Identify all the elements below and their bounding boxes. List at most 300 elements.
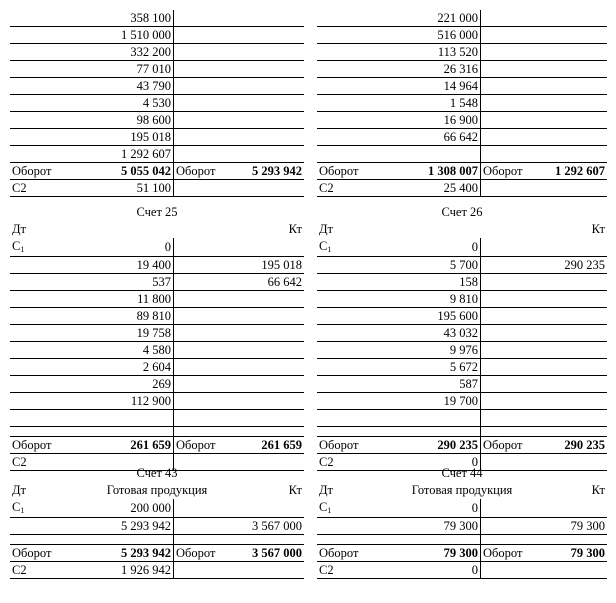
cell: Оборот [481,437,544,454]
cell [174,129,239,146]
cell [481,146,544,163]
cell [239,146,304,163]
cell [10,257,104,274]
entry-row [10,291,304,308]
account-acct-43 [10,465,304,579]
cell: 290 235 [544,257,607,274]
cell: 19 758 [104,325,174,342]
cell [239,129,304,146]
cell [239,180,304,197]
cell [317,61,411,78]
cell [317,359,411,376]
cell [10,146,104,163]
cell [239,325,304,342]
cell [10,535,104,545]
account-header [317,221,607,238]
cell [544,562,607,579]
credit-label: Кт [288,222,302,236]
cell [544,238,607,257]
cell [174,393,239,410]
entry-row [317,10,607,27]
cell: Оборот [481,163,544,180]
cell: 0 [411,499,481,518]
cell: Оборот [10,437,104,454]
cell [481,359,544,376]
cell [174,112,239,129]
cell: 5 293 942 [104,518,174,535]
cell [10,27,104,44]
cell [10,427,104,437]
cell: 43 790 [104,78,174,95]
cell: 3 567 000 [239,518,304,535]
cell [481,518,544,535]
entry-row [10,342,304,359]
cell: 79 300 [411,518,481,535]
entry-row [317,308,607,325]
cell [174,308,239,325]
cell [481,376,544,393]
cell: С2 [10,454,104,471]
entry-row [10,44,304,61]
cell: 9 976 [411,342,481,359]
cell [481,291,544,308]
cell [411,410,481,427]
entry-row [317,291,607,308]
cell: 89 810 [104,308,174,325]
cell [239,27,304,44]
cell: 5 293 942 [104,545,174,562]
cell [10,291,104,308]
cell [481,238,544,257]
entry-row [317,410,607,427]
cell [239,112,304,129]
ledger-table [10,499,304,579]
cell [239,410,304,427]
cell: С2 [10,180,104,197]
entry-row [10,129,304,146]
cell: 9 810 [411,291,481,308]
cell: 79 300 [544,545,607,562]
cell: 1 292 607 [104,146,174,163]
cell [317,393,411,410]
cell [544,146,607,163]
ledger-table [10,10,304,197]
cell [174,342,239,359]
cell [544,308,607,325]
cell [174,274,239,291]
account-top-left [10,10,304,197]
cell [10,10,104,27]
turnover-row [10,163,304,180]
cell: 261 659 [239,437,304,454]
account-caption: Счет 25 [136,205,178,219]
entry-row [317,274,607,291]
cell: 26 316 [411,61,481,78]
entry-row [317,518,607,535]
cell [317,95,411,112]
cell [544,27,607,44]
account-acct-26 [317,204,607,471]
cell: 200 000 [104,499,174,518]
cell [10,112,104,129]
cell [544,325,607,342]
cell [10,325,104,342]
entry-row [10,112,304,129]
cell: С2 [317,562,411,579]
entry-row [317,27,607,44]
turnover-row [10,545,304,562]
cell: 195 600 [411,308,481,325]
cell [544,78,607,95]
closing-balance-row [317,180,607,197]
cell [174,78,239,95]
cell [10,238,104,257]
cell: 0 [411,238,481,257]
cell [239,359,304,376]
cell [10,308,104,325]
spacer-row [10,427,304,437]
cell [104,535,174,545]
closing-balance-row [10,562,304,579]
turnover-row [317,163,607,180]
cell [10,129,104,146]
entry-row [317,61,607,78]
cell [317,10,411,27]
cell: 5 672 [411,359,481,376]
account-header [10,482,304,499]
cell: Оборот [317,437,411,454]
cell [411,146,481,163]
opening-label: С [12,239,21,253]
turnover-row [317,437,607,454]
cell [481,27,544,44]
opening-label: С [319,239,328,253]
entry-row [10,257,304,274]
cell [317,376,411,393]
account-top-right [317,10,607,197]
cell: С2 [10,562,104,579]
cell [481,342,544,359]
cell: 4 530 [104,95,174,112]
entry-row [10,410,304,427]
cell: Оборот [174,437,239,454]
cell: 221 000 [411,10,481,27]
cell: 51 100 [104,180,174,197]
cell: 1 292 607 [544,163,607,180]
ledger-table [317,10,607,197]
entry-row [10,61,304,78]
cell [481,410,544,427]
cell [174,257,239,274]
cell [239,393,304,410]
cell: 0 [411,454,481,471]
cell: 79 300 [411,545,481,562]
cell [481,393,544,410]
cell [174,291,239,308]
ledger-table [317,499,607,579]
entry-row [317,257,607,274]
cell [411,535,481,545]
cell [239,499,304,518]
account-caption: Счет 43 [136,466,178,480]
ledger-table [317,238,607,471]
entry-row [10,518,304,535]
cell [239,61,304,78]
cell [481,274,544,291]
debit-label: Дт [319,483,333,497]
cell [10,78,104,95]
cell [544,129,607,146]
cell [481,180,544,197]
cell: 19 400 [104,257,174,274]
opening-subscript: 1 [20,245,25,254]
debit-label: Дт [12,222,26,236]
cell [544,535,607,545]
cell: 19 700 [411,393,481,410]
cell: Оборот [481,545,544,562]
cell: 195 018 [239,257,304,274]
cell: 290 235 [544,437,607,454]
cell [174,376,239,393]
cell [10,44,104,61]
cell [544,342,607,359]
entry-row [317,112,607,129]
cell [174,359,239,376]
entry-row [10,95,304,112]
cell: 269 [104,376,174,393]
cell: 587 [411,376,481,393]
cell [544,95,607,112]
entry-row [317,342,607,359]
entry-row [317,393,607,410]
spacer-row [317,535,607,545]
account-name: Готовая продукция [411,483,513,497]
cell [544,393,607,410]
entry-row [10,308,304,325]
cell: 14 964 [411,78,481,95]
cell [481,325,544,342]
debit-label: Дт [319,222,333,236]
cell [544,44,607,61]
cell [317,274,411,291]
cell [174,325,239,342]
spacer-row [10,535,304,545]
cell [317,410,411,427]
account-header [317,482,607,499]
cell [481,44,544,61]
cell [239,427,304,437]
cell [10,393,104,410]
cell [239,291,304,308]
cell [544,427,607,437]
cell [239,342,304,359]
cell [239,95,304,112]
cell: 0 [411,562,481,579]
cell: 2 604 [104,359,174,376]
ledger-table [10,238,304,471]
cell [239,535,304,545]
account-acct-44 [317,465,607,579]
cell [317,427,411,437]
cell [481,427,544,437]
cell [10,342,104,359]
cell: С2 [317,454,411,471]
cell: 537 [104,274,174,291]
cell: 261 659 [104,437,174,454]
opening-label: С [12,500,21,514]
entry-row [10,325,304,342]
cell [317,44,411,61]
cell [544,112,607,129]
cell [481,78,544,95]
cell [317,146,411,163]
credit-label: Кт [288,483,302,497]
cell [544,359,607,376]
entry-row [10,274,304,291]
spacer-row [317,427,607,437]
cell [174,535,239,545]
cell [544,180,607,197]
cell [544,61,607,78]
cell [239,78,304,95]
account-header [10,221,304,238]
cell [174,562,239,579]
cell [239,10,304,27]
cell [317,238,411,257]
entry-row [317,359,607,376]
cell: 5 293 942 [239,163,304,180]
cell: Оборот [174,545,239,562]
opening-label: С [319,500,328,514]
cell [317,78,411,95]
opening-balance-row [317,238,607,257]
cell [10,376,104,393]
cell [544,10,607,27]
cell [317,291,411,308]
opening-balance-row [10,499,304,518]
cell [481,535,544,545]
cell: 290 235 [411,437,481,454]
cell: 66 642 [411,129,481,146]
entry-row [10,10,304,27]
cell [239,238,304,257]
cell: 66 642 [239,274,304,291]
cell: Оборот [317,163,411,180]
closing-balance-row [10,180,304,197]
entry-row [10,359,304,376]
cell [317,308,411,325]
cell [317,535,411,545]
cell: 77 010 [104,61,174,78]
cell [481,308,544,325]
cell: 25 400 [411,180,481,197]
cell: 1 548 [411,95,481,112]
cell: С2 [317,180,411,197]
cell [544,376,607,393]
cell: 0 [104,238,174,257]
cell [10,61,104,78]
cell [174,499,239,518]
entry-row [317,376,607,393]
account-caption: Счет 26 [441,205,483,219]
opening-balance-row [10,238,304,257]
cell: 516 000 [411,27,481,44]
cell [174,10,239,27]
cell: Оборот [174,163,239,180]
cell [317,518,411,535]
cell [10,95,104,112]
cell [411,427,481,437]
debit-label: Дт [12,483,26,497]
cell [10,518,104,535]
entry-row [317,325,607,342]
cell [174,27,239,44]
cell: 1 510 000 [104,27,174,44]
cell: 195 018 [104,129,174,146]
cell: Оборот [10,163,104,180]
cell [481,499,544,518]
cell: 113 520 [411,44,481,61]
cell [174,61,239,78]
cell [544,499,607,518]
credit-label: Кт [591,222,605,236]
entry-row [317,95,607,112]
account-name: Готовая продукция [106,483,208,497]
entry-row [10,78,304,95]
cell [481,129,544,146]
cell: 4 580 [104,342,174,359]
entry-row [317,129,607,146]
cell [10,359,104,376]
cell: 1 308 007 [411,163,481,180]
opening-subscript: 1 [20,506,25,515]
cell [174,146,239,163]
cell [174,44,239,61]
opening-subscript: 1 [327,245,332,254]
cell: 5 055 042 [104,163,174,180]
cell [481,112,544,129]
cell: 5 700 [411,257,481,274]
cell [10,274,104,291]
cell: 98 600 [104,112,174,129]
cell [10,410,104,427]
cell: 158 [411,274,481,291]
entry-row [10,393,304,410]
entry-row [10,376,304,393]
cell [317,27,411,44]
turnover-row [317,545,607,562]
cell [174,95,239,112]
cell [174,410,239,427]
entry-row [317,78,607,95]
cell [317,325,411,342]
cell [317,342,411,359]
cell: 358 100 [104,10,174,27]
entry-row [317,44,607,61]
entry-row [10,146,304,163]
cell [544,291,607,308]
cell [481,61,544,78]
cell [481,562,544,579]
cell: 332 200 [104,44,174,61]
cell [317,112,411,129]
credit-label: Кт [591,483,605,497]
cell [174,180,239,197]
closing-balance-row [317,562,607,579]
cell [104,410,174,427]
cell [239,44,304,61]
cell: 79 300 [544,518,607,535]
